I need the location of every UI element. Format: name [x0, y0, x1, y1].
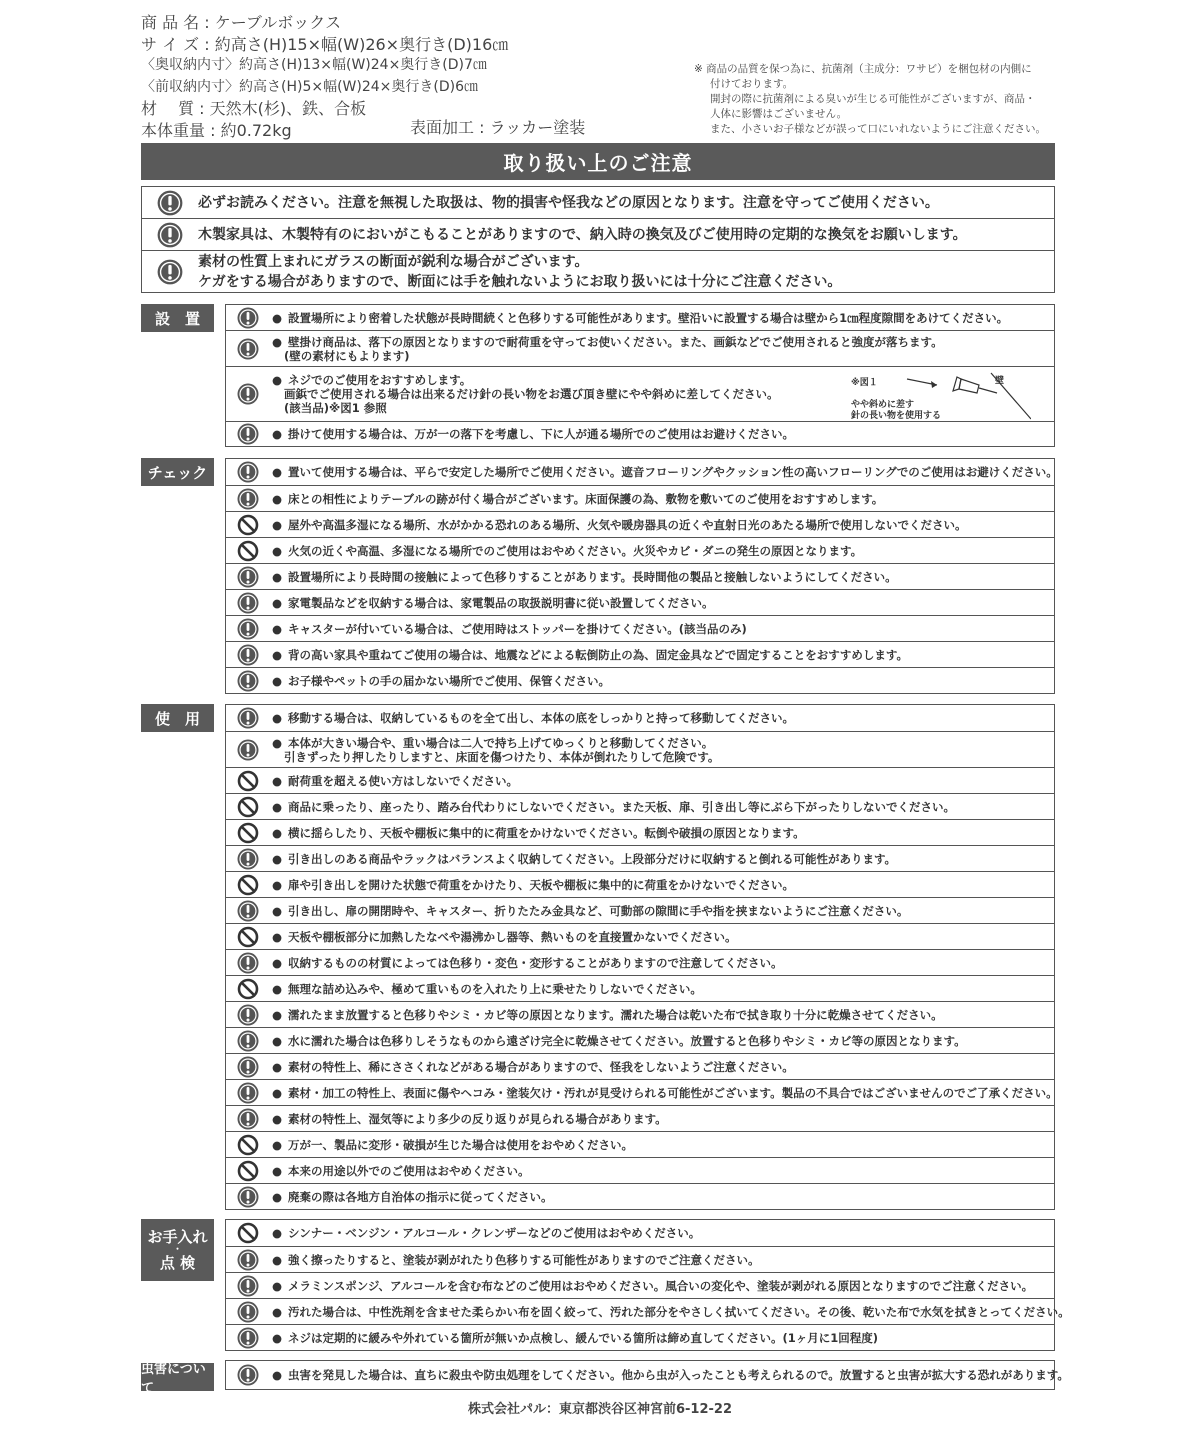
spec-weight: 本体重量 : 約0.72kg — [141, 120, 292, 140]
general-row — [142, 187, 1054, 218]
section-rows — [225, 704, 1058, 1210]
warning-icon — [226, 1108, 270, 1130]
warning-icon — [226, 644, 270, 666]
prohibited-icon — [226, 822, 270, 844]
caution-text: 素材の特性上、稀にささくれなどがある場合がありますので、怪我をしないようご注意ください。 — [288, 1059, 794, 1074]
caution-row: ● 素材の特性上、湿気等により多少の反り返りが見られる場合があります。 — [226, 1105, 1054, 1131]
note-line: また、小さいお子様などが誤って口にいれないようにご注意ください。 — [710, 123, 1046, 135]
warning-icon — [226, 488, 270, 510]
note-line: 開封の際に抗菌剤による臭いが生じる可能性がございますが、商品・ — [710, 93, 1036, 105]
warning-icon — [226, 592, 270, 614]
caution-row: ● 商品に乗ったり、座ったり、踏み台代わりにしないでください。また天板、扉、引き出し等にぶら下がったりしないでください。 — [226, 793, 1054, 819]
warning-icon — [226, 1327, 270, 1349]
caution-row: ● 素材の特性上、稀にささくれなどがある場合がありますので、怪我をしないようご注意ください。 — [226, 1053, 1054, 1079]
section-label-bottom: 点 検 — [159, 1254, 196, 1272]
caution-text: ネジでのご使用をおすすめします。 — [288, 373, 472, 387]
caution-text: 収納するものの材質によっては色移り・変色・変形することがありますので注意してください。 — [288, 955, 783, 970]
caution-text: 無理な詰め込みや、極めて重いものを入れたり上に乗せたりしないでください。 — [288, 981, 702, 996]
caution-text: 床との相性によりテーブルの跡が付く場合がございます。床面保護の為、敷物を敷いてのご使用をおすすめします。 — [288, 491, 884, 506]
caution-text: 引きずったり押したりしますと、床面を傷つけたり、本体が倒れたりして危険です。 — [284, 749, 720, 764]
general-text: 素材の性質上まれにガラスの断面が鋭利な場合がございます。 — [198, 253, 589, 270]
caution-text: 壁掛け商品は、落下の原因となりますので耐荷重を守ってお使いください。また、画鋲などでご使用されると強度が落ちます。 — [288, 334, 943, 349]
caution-row: ● 強く擦ったりすると、塗装が剥がれたり色移りする可能性がありますのでご注意ください。 — [226, 1246, 1054, 1272]
warning-icon — [226, 1364, 270, 1386]
warning-icon — [226, 423, 270, 445]
figure-label: ※図１ — [851, 378, 878, 388]
caution-row: ● 火気の近くや高温、多湿になる場所でのご使用はおやめください。火災やカビ・ダニの発生の原因となります。 — [226, 537, 1054, 563]
spec-size: サ イ ズ : 約高さ(H)15×幅(W)26×奥行き(D)16㎝ — [141, 34, 509, 54]
caution-text: 屋外や高温多湿になる場所、水がかかる恐れのある場所、火気や暖房器具の近くや直射日光のあたる場所で使用しないでください。 — [288, 517, 967, 532]
caution-text: (壁の素材にもよります) — [284, 348, 410, 363]
caution-row: ● 汚れた場合は、中性洗剤を含ませた柔らかい布を固く絞って、汚れた部分をやさしく拭いてください。その後、乾いた布で水気を拭きとってください。 — [226, 1298, 1054, 1324]
general-text: ケガをする場合がありますので、断面には手を触れないようにお取り扱いには十分にご注意ください。 — [198, 273, 842, 290]
caution-text: 家電製品などを収納する場合は、家電製品の取扱説明書に従い設置してください。 — [288, 595, 714, 610]
caution-row: ● 本体が大きい場合や、重い場合は二人で持ち上げてゆっくりと移動してください。 引きずったり押したりしますと、床面を傷つけたり、本体が倒れたりして危険です。 — [226, 731, 1054, 767]
prohibited-icon — [226, 796, 270, 818]
note-line: 人体に影響はございません。 — [710, 108, 848, 120]
caution-row: ● 本来の用途以外でのご使用はおやめください。 — [226, 1157, 1054, 1183]
caution-text: 水に濡れた場合は色移りしそうなものから遠ざけ完全に乾燥させてください。放置すると色移りやシミ・カビ等の原因となります。 — [288, 1033, 966, 1048]
prohibited-icon — [226, 1222, 270, 1244]
note-line: ※ 商品の品質を保つ為に、抗菌剤（主成分：ワサビ）を梱包材の内側に — [694, 63, 1032, 75]
section-label-top: お手入れ — [147, 1228, 208, 1246]
note-line: 付けております。 — [710, 78, 794, 90]
caution-row: ● ネジは定期的に緩みや外れている箇所が無いか点検し、緩んでいる箇所は締め直してください。(1ヶ月に1回程度) — [226, 1324, 1054, 1350]
company-footer: 株式会社パル：東京都渋谷区神宮前6-12-22 — [467, 1402, 733, 1417]
caution-row: ● 収納するものの材質によっては色移り・変色・変形することがありますので注意してください。 — [226, 949, 1054, 975]
caution-row: ● 掛けて使用する場合は、万が一の落下を考慮し、下に人が通る場所でのご使用はお避けください。 — [226, 421, 1054, 446]
caution-text: メラミンスポンジ、アルコールを含む布などのご使用はおやめください。風合いの変化や、塗装が剥がれる原因となりますのでご注意ください。 — [288, 1278, 1034, 1293]
warning-icon — [226, 566, 270, 588]
caution-text: 耐荷重を超える使い方はしないでください。 — [288, 773, 519, 788]
section-label: 虫害について — [141, 1363, 214, 1391]
caution-row: ● 置いて使用する場合は、平らで安定した場所でご使用ください。遮音フローリングやクッション性の高いフローリングでのご使用はお避けください。 — [226, 459, 1054, 485]
caution-text: 強く擦ったりすると、塗装が剥がれたり色移りする可能性がありますのでご注意ください。 — [288, 1252, 760, 1267]
caution-row: ● 設置場所により長時間の接触によって色移りすることがあります。長時間他の製品と接触しないようにしてください。 — [226, 563, 1054, 589]
caution-text: 火気の近くや高温、多湿になる場所でのご使用はおやめください。火災やカビ・ダニの発生の原因となります。 — [288, 543, 863, 558]
spec-inner-front: 〈前収納内寸〉約高さ(H)5×幅(W)24×奥行き(D)6㎝ — [141, 78, 479, 95]
caution-text: シンナー・ベンジン・アルコール・クレンザーなどのご使用はおやめください。 — [288, 1226, 701, 1240]
general-row — [142, 250, 1054, 292]
pushpin-figure — [851, 371, 1051, 421]
prohibited-icon — [226, 514, 270, 536]
figure-caption: 針の長い物を使用する — [851, 411, 942, 421]
prohibited-icon — [226, 770, 270, 792]
section-label: チェック — [141, 458, 214, 486]
caution-row: ● 壁掛け商品は、落下の原因となりますので耐荷重を守ってお使いください。また、画鋲などでご使用されると強度が落ちます。 (壁の素材にもよります) — [226, 330, 1054, 366]
caution-text: 置いて使用する場合は、平らで安定した場所でご使用ください。遮音フローリングやクッション性の高いフローリングでのご使用はお避けください。 — [288, 465, 1058, 479]
caution-row: ● 移動する場合は、収納しているものを全て出し、本体の底をしっかりと持って移動してください。 — [226, 705, 1054, 731]
warning-icon — [226, 1030, 270, 1052]
warning-icon — [226, 1301, 270, 1323]
prohibited-icon — [226, 540, 270, 562]
caution-text: 扉や引き出しを開けた状態で荷重をかけたり、天板や棚板に集中的に荷重をかけないでください。 — [288, 877, 795, 892]
warning-icon — [226, 1056, 270, 1078]
caution-text: 汚れた場合は、中性洗剤を含ませた柔らかい布を固く絞って、汚れた部分をやさしく拭いてください。その後、乾いた布で水気を拭きとってください。 — [288, 1304, 1070, 1319]
general-warnings — [141, 186, 1055, 293]
caution-row: ● 背の高い家具や重ねてご使用の場合は、地震などによる転倒防止の為、固定金具などで固定することをおすすめします。 — [226, 641, 1054, 667]
caution-text: 万が一、製品に変形・破損が生じた場合は使用をおやめください。 — [288, 1137, 634, 1152]
warning-icon — [142, 222, 198, 248]
caution-text: キャスターが付いている場合は、ご使用時はストッパーを掛けてください。(該当品のみ) — [288, 621, 747, 636]
caution-row: ● 万が一、製品に変形・破損が生じた場合は使用をおやめください。 — [226, 1131, 1054, 1157]
caution-text: 商品に乗ったり、座ったり、踏み台代わりにしないでください。また天板、扉、引き出し等にぶら下がったりしないでください。 — [288, 799, 956, 814]
warning-icon — [226, 952, 270, 974]
caution-row: ● 廃棄の際は各地方自治体の指示に従ってください。 — [226, 1183, 1054, 1209]
section-label — [141, 1219, 214, 1281]
warning-icon — [226, 739, 270, 761]
prohibited-icon — [226, 1134, 270, 1156]
general-text: 木製家具は、木製特有のにおいがこもることがありますので、納入時の換気及びご使用時の定期的な換気をお願いします。 — [198, 226, 967, 243]
spec-name: 商 品 名 : ケーブルボックス — [141, 13, 342, 32]
caution-row: ● 濡れたまま放置すると色移りやシミ・カビ等の原因となります。濡れた場合は乾いた布で拭き取り十分に乾燥させてください。 — [226, 1001, 1054, 1027]
section-label: 設 置 — [141, 304, 214, 332]
spec-surface: 表面加工 : ラッカー塗装 — [410, 118, 586, 137]
warning-icon — [226, 670, 270, 692]
warning-icon — [226, 338, 270, 360]
caution-text: 画鋲でご使用される場合は出来るだけ針の長い物をお選び頂き壁にやや斜めに差してください。 — [284, 387, 779, 401]
warning-icon — [142, 259, 198, 285]
page-title: 取り扱い上のご注意 — [141, 143, 1055, 180]
section-rows — [225, 1360, 1069, 1390]
caution-text: 天板や棚板部分に加熱したなべや湯沸かし器等、熱いものを直接置かないでください。 — [288, 929, 737, 944]
caution-row: ● 屋外や高温多湿になる場所、水がかかる恐れのある場所、火気や暖房器具の近くや直射日光のあたる場所で使用しないでください。 — [226, 511, 1054, 537]
caution-row: ● 引き出し、扉の開閉時や、キャスター、折りたたみ金具など、可動部の隙間に手や指を挟まないようにご注意ください。 — [226, 897, 1054, 923]
warning-icon — [226, 1249, 270, 1271]
caution-text: 引き出しのある商品やラックはバランスよく収納してください。上段部分だけに収納すると倒れる可能性があります。 — [288, 851, 897, 866]
section-label: 使 用 — [141, 704, 214, 732]
caution-row: ● シンナー・ベンジン・アルコール・クレンザーなどのご使用はおやめください。 — [226, 1220, 1054, 1246]
spec-material: 材 質 : 天然木(杉)、鉄、合板 — [141, 99, 367, 119]
caution-row: ● お子様やペットの手の届かない場所でご使用、保管ください。 — [226, 667, 1054, 693]
caution-text: 設置場所により密着した状態が長時間続くと色移りする可能性があります。壁沿いに設置する場合は壁から1㎝程度隙間をあけてください。 — [288, 310, 1009, 325]
caution-text: 虫害を発見した場合は、直ちに殺虫や防虫処理をしてください。他から虫が入ったことも考えられるので。放置すると虫害が拡大する恐れがあります。 — [288, 1368, 1069, 1382]
warning-icon — [226, 383, 270, 405]
caution-row: ● ネジでのご使用をおすすめします。 画鋲でご使用される場合は出来るだけ針の長い物をお選び頂き壁にやや斜めに差してください。 (該当品)※図1 参照 ※図１ 壁 やや斜めに差す 針の長い物を使用する — [226, 366, 1054, 421]
general-text: 必ずお読みください。注意を無視した取扱は、物的損害や怪我などの原因となります。注意を守ってご使用ください。 — [198, 194, 939, 211]
caution-text: 素材・加工の特性上、表面に傷やヘコみ・塗装欠け・汚れが見受けられる可能性がございます。製品の不具合ではございませんのでご了承ください。 — [288, 1085, 1058, 1100]
caution-row: ● 天板や棚板部分に加熱したなべや湯沸かし器等、熱いものを直接置かないでください。 — [226, 923, 1054, 949]
caution-row: ● キャスターが付いている場合は、ご使用時はストッパーを掛けてください。(該当品のみ) — [226, 615, 1054, 641]
caution-row: ● 水に濡れた場合は色移りしそうなものから遠ざけ完全に乾燥させてください。放置すると色移りやシミ・カビ等の原因となります。 — [226, 1027, 1054, 1053]
caution-row: ● 横に揺らしたり、天板や棚板に集中的に荷重をかけないでください。転倒や破損の原因となります。 — [226, 819, 1054, 845]
caution-row: ● 設置場所により密着した状態が長時間続くと色移りする可能性があります。壁沿いに設置する場合は壁から1㎝程度隙間をあけてください。 — [226, 305, 1054, 330]
caution-text: 濡れたまま放置すると色移りやシミ・カビ等の原因となります。濡れた場合は乾いた布で拭き取り十分に乾燥させてください。 — [288, 1007, 943, 1022]
section-rows — [225, 1219, 1070, 1351]
caution-row: ● 扉や引き出しを開けた状態で荷重をかけたり、天板や棚板に集中的に荷重をかけないでください。 — [226, 871, 1054, 897]
warning-icon — [226, 618, 270, 640]
warning-icon — [226, 1186, 270, 1208]
prohibited-icon — [226, 926, 270, 948]
caution-text: (該当品)※図1 参照 — [284, 401, 387, 415]
caution-text: 移動する場合は、収納しているものを全て出し、本体の底をしっかりと持って移動してください。 — [288, 711, 795, 725]
figure-wall-label: 壁 — [995, 376, 1005, 386]
caution-text: 設置場所により長時間の接触によって色移りすることがあります。長時間他の製品と接触しないようにしてください。 — [288, 569, 897, 584]
section-label-mid: ・ — [172, 1245, 182, 1255]
caution-row: ● 耐荷重を超える使い方はしないでください。 — [226, 767, 1054, 793]
general-row — [142, 218, 1054, 250]
caution-row: ● メラミンスポンジ、アルコールを含む布などのご使用はおやめください。風合いの変化や、塗装が剥がれる原因となりますのでご注意ください。 — [226, 1272, 1054, 1298]
caution-text: 本体が大きい場合や、重い場合は二人で持ち上げてゆっくりと移動してください。 — [288, 735, 714, 750]
warning-icon — [226, 848, 270, 870]
caution-row: ● 引き出しのある商品やラックはバランスよく収納してください。上段部分だけに収納すると倒れる可能性があります。 — [226, 845, 1054, 871]
caution-text: 廃棄の際は各地方自治体の指示に従ってください。 — [288, 1189, 553, 1204]
warning-icon — [226, 307, 270, 329]
caution-row: ● 無理な詰め込みや、極めて重いものを入れたり上に乗せたりしないでください。 — [226, 975, 1054, 1001]
caution-text: ネジは定期的に緩みや外れている箇所が無いか点検し、緩んでいる箇所は締め直してください。(1ヶ月に1回程度) — [288, 1330, 879, 1345]
warning-icon — [226, 461, 270, 483]
caution-row: ● 家電製品などを収納する場合は、家電製品の取扱説明書に従い設置してください。 — [226, 589, 1054, 615]
warning-icon — [226, 1275, 270, 1297]
prohibited-icon — [226, 874, 270, 896]
pushpin-icon — [901, 371, 1031, 421]
caution-row: ● 素材・加工の特性上、表面に傷やヘコみ・塗装欠け・汚れが見受けられる可能性がございます。製品の不具合ではございませんのでご了承ください。 — [226, 1079, 1054, 1105]
caution-text: 引き出し、扉の開閉時や、キャスター、折りたたみ金具など、可動部の隙間に手や指を挟まないようにご注意ください。 — [288, 903, 909, 918]
caution-text: 横に揺らしたり、天板や棚板に集中的に荷重をかけないでください。転倒や破損の原因となります。 — [288, 825, 805, 840]
warning-icon — [226, 707, 270, 729]
figure-caption: やや斜めに差す — [851, 400, 915, 410]
antibacterial-note — [694, 62, 1064, 137]
caution-text: 素材の特性上、湿気等により多少の反り返りが見られる場合があります。 — [288, 1111, 667, 1126]
spec-inner-back: 〈奥収納内寸〉約高さ(H)13×幅(W)24×奥行き(D)7㎝ — [141, 57, 487, 74]
caution-row: ● 床との相性によりテーブルの跡が付く場合がございます。床面保護の為、敷物を敷いてのご使用をおすすめします。 — [226, 485, 1054, 511]
warning-icon — [142, 190, 198, 216]
caution-text: 本来の用途以外でのご使用はおやめください。 — [288, 1163, 530, 1178]
warning-icon — [226, 900, 270, 922]
prohibited-icon — [226, 978, 270, 1000]
section-rows — [225, 458, 1058, 694]
warning-icon — [226, 1004, 270, 1026]
caution-text: 掛けて使用する場合は、万が一の落下を考慮し、下に人が通る場所でのご使用はお避けください。 — [288, 427, 795, 441]
caution-text: お子様やペットの手の届かない場所でご使用、保管ください。 — [288, 673, 611, 688]
prohibited-icon — [226, 1160, 270, 1182]
caution-text: 背の高い家具や重ねてご使用の場合は、地震などによる転倒防止の為、固定金具などで固定することをおすすめします。 — [288, 647, 908, 662]
warning-icon — [226, 1082, 270, 1104]
section-rows — [225, 304, 1055, 447]
caution-row: ● 虫害を発見した場合は、直ちに殺虫や防虫処理をしてください。他から虫が入ったことも考えられるので。放置すると虫害が拡大する恐れがあります。 — [226, 1361, 1054, 1389]
